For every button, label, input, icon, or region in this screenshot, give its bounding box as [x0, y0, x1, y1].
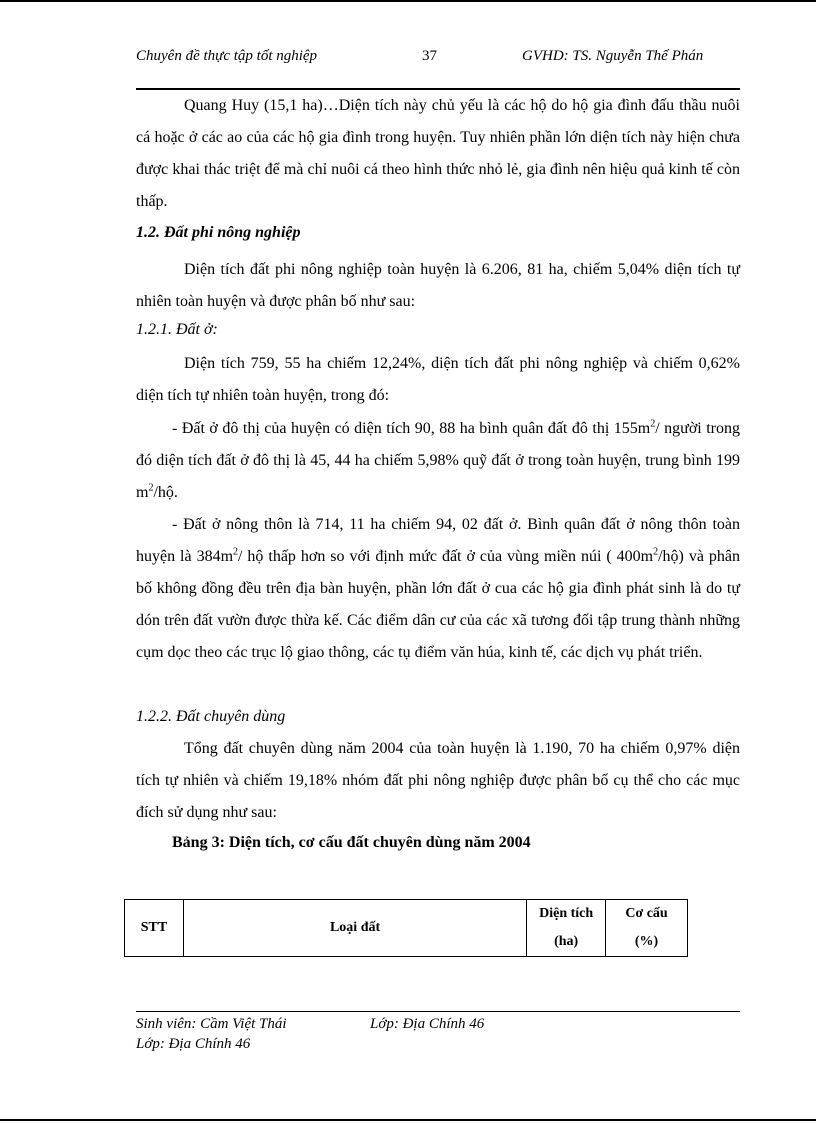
- header-line: (%): [634, 934, 659, 949]
- text-part: - Đất ở đô thị của huyện có diện tích 90, 88 ha bình quân đất đô thị 155m: [172, 420, 651, 437]
- header-line: Cơ cấu: [625, 906, 668, 921]
- footer-class-below: Lớp: Địa Chính 46: [136, 1036, 251, 1052]
- table-caption: Bảng 3: Diện tích, cơ cấu đất chuyên dùng năm 2004: [172, 834, 531, 851]
- superscript: 2: [650, 418, 656, 430]
- paragraph-non-agricultural-land: Diện tích đất phi nông nghiệp toàn huyện là 6.206, 81 ha, chiếm 5,04% diện tích tự nhiên toàn huyện và được phân bố như sau:: [136, 261, 740, 310]
- header-line: (ha): [554, 934, 579, 949]
- superscript: 2: [233, 546, 239, 558]
- land-use-table: [124, 899, 688, 957]
- header-page-number: 37: [422, 48, 437, 64]
- text-part: /hộ) và phân bố không đồng đều trên địa bàn huyện, phần lớn đất ở cua các hộ gia đình phát sinh là do tự dón trên đất vườn được thừa kế. Các điểm dân cư của các xã tương đối tập trung thành những cụm dọc theo các trục lộ giao thông, các tụ điểm văn húa, kinh tế, các dịch vụ phát triển.: [136, 548, 741, 661]
- page-top-border: [0, 0, 816, 2]
- column-header-structure: [606, 900, 688, 957]
- section-heading-1-2: 1.2. Đất phi nông nghiệp: [136, 224, 301, 241]
- superscript: 2: [148, 482, 154, 494]
- header-supervisor: GVHD: TS. Nguyễn Thế Phán: [522, 48, 704, 64]
- paragraph-aquaculture: Quang Huy (15,1 ha)…Diện tích này chủ yếu là các hộ do hộ gia đình đấu thầu nuôi cá hoặc ở các ao của các hộ gia đình trong huyện. Tuy nhiên phần lớn diện tích này hiện chưa được khai thác triệt để mà chỉ nuôi cá theo hình thức nhỏ lẻ, gia đình nên hiệu quả kinh tế còn thấp.: [136, 97, 740, 210]
- text-part: / người trong đó diện tích đất ở đô thị là 45, 44 ha chiếm 5,98% quỹ đất ở trong toàn huyện, trung bình 199 m: [136, 420, 740, 501]
- text-part: /hộ.: [153, 484, 178, 501]
- text-part: - Đất ở nông thôn là 714, 11 ha chiếm 94, 02 đất ở. Bình quân đất ở nông thôn toàn huyện là 384m: [136, 516, 740, 565]
- superscript: 2: [653, 546, 659, 558]
- paragraph-urban-residential: [136, 413, 740, 509]
- column-header-land-type: Loại đất: [183, 900, 526, 957]
- table-header-row: [125, 900, 688, 957]
- page-bottom-border: [0, 1119, 816, 1121]
- column-header-area: [527, 900, 606, 957]
- paragraph-residential-land: Diện tích 759, 55 ha chiếm 12,24%, diện tích đất phi nông nghiệp và chiếm 0,62% diện tích tự nhiên toàn huyện, trong đó:: [136, 355, 740, 404]
- section-heading-1-2-2: 1.2.2. Đất chuyên dùng: [136, 708, 286, 725]
- paragraph-specialized-land: Tổng đất chuyên dùng năm 2004 của toàn huyện là 1.190, 70 ha chiếm 0,97% diện tích tự nhiên và chiếm 19,18% nhóm đất phi nông nghiệp được phân bố cụ thể cho các mục đích sử dụng như sau:: [136, 740, 740, 821]
- footer-student: Sinh viên: Cầm Việt Thái: [136, 1016, 287, 1032]
- column-header-stt: STT: [125, 900, 184, 957]
- header-line: Diện tích: [539, 906, 594, 921]
- header-document-title: Chuyên đề thực tập tốt nghiệp: [136, 48, 318, 64]
- section-heading-1-2-1: 1.2.1. Đất ở:: [136, 321, 218, 338]
- footer-rule: [136, 1011, 740, 1012]
- text-part: / hộ thấp hơn so với định mức đất ở của vùng miền núi ( 400m: [238, 548, 654, 565]
- paragraph-rural-residential: [136, 509, 740, 669]
- footer-class-right: Lớp: Địa Chính 46: [370, 1016, 485, 1032]
